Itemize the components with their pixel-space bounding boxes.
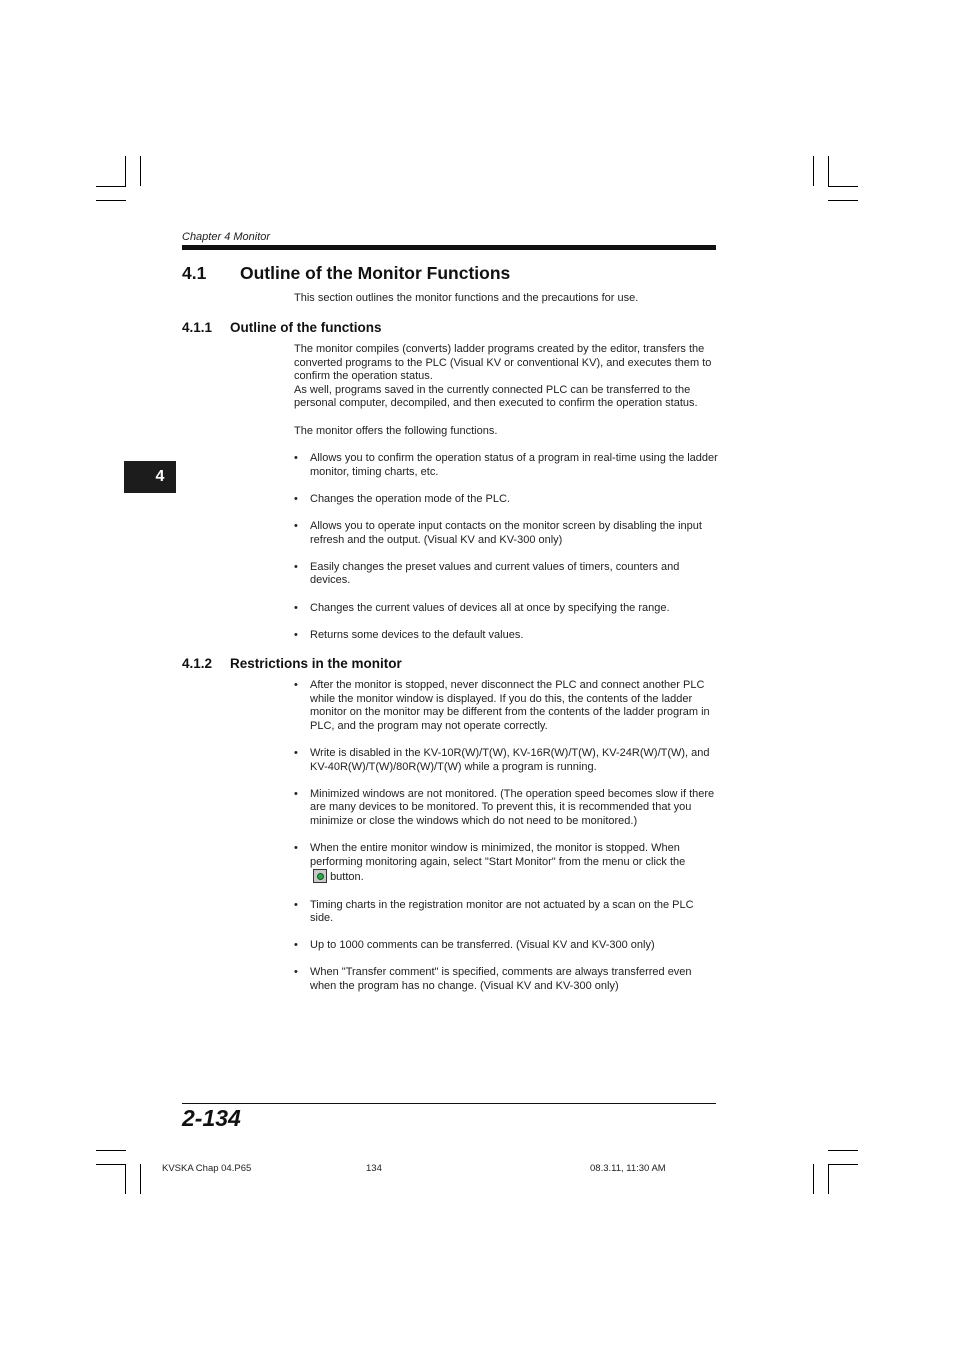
crop-mark bbox=[125, 156, 126, 186]
intro-text: This section outlines the monitor functions and the precautions for use. bbox=[294, 292, 639, 304]
subsection-number: 4.1.1 bbox=[182, 320, 213, 335]
section-heading bbox=[182, 263, 510, 284]
crop-mark bbox=[96, 1150, 126, 1151]
section-number: 4.1 bbox=[182, 263, 207, 283]
chapter-tab bbox=[124, 461, 176, 493]
list-item: • Easily changes the preset values and current values of timers, counters and devices. bbox=[294, 561, 719, 588]
slug-timestamp: 08.3.11, 11:30 AM bbox=[590, 1163, 666, 1174]
list-item: • Allows you to confirm the operation status of a program in real-time using the ladder monitor, timing charts, etc. bbox=[294, 452, 719, 479]
subsection-number: 4.1.2 bbox=[182, 656, 213, 671]
subsection-title: Outline of the functions bbox=[230, 320, 382, 335]
crop-mark bbox=[813, 156, 814, 186]
crop-mark bbox=[96, 1164, 126, 1165]
slug-file: KVSKA Chap 04.P65 bbox=[162, 1163, 252, 1174]
list-item: • Minimized windows are not monitored. (The operation speed becomes slow if there are many devices to be monitored. To prevent this, it is recommended that you minimize or close the windows which do not need to be monitored.) bbox=[294, 788, 719, 829]
list-item: • Up to 1000 comments can be transferred. (Visual KV and KV-300 only) bbox=[294, 939, 719, 953]
crop-mark bbox=[96, 200, 126, 201]
list-item bbox=[294, 842, 719, 885]
crop-mark bbox=[96, 186, 126, 187]
restrictions-list bbox=[294, 679, 719, 1007]
crop-mark bbox=[828, 1164, 829, 1194]
list-item: • After the monitor is stopped, never disconnect the PLC and connect another PLC while the monitor window is displayed. If you do this, the contents of the ladder monitor on the monitor may be different from the contents of the ladder program in PLC, and the program may not operate correctly. bbox=[294, 679, 719, 733]
subsection-heading-outline bbox=[182, 320, 382, 335]
crop-mark bbox=[140, 1164, 141, 1194]
crop-mark bbox=[828, 200, 858, 201]
outline-paragraph: The monitor compiles (converts) ladder programs created by the editor, transfers the converted programs to the PLC (Visual KV or conventional KV), and executes them to confirm the operation status. bbox=[294, 343, 712, 383]
footer-rule bbox=[182, 1103, 716, 1104]
outline-paragraph: As well, programs saved in the currently connected PLC can be transferred to the personal computer, decompiled, and then executed to confirm the operation status. bbox=[294, 383, 698, 410]
list-item-text: When the entire monitor window is minimized, the monitor is stopped. When performing monitoring again, select "Start Monitor" from the menu or click the bbox=[310, 842, 686, 868]
list-item: • Changes the current values of devices all at once by specifying the range. bbox=[294, 602, 719, 616]
outline-body bbox=[294, 343, 719, 438]
subsection-title: Restrictions in the monitor bbox=[230, 656, 402, 671]
crop-mark bbox=[140, 156, 141, 186]
crop-mark bbox=[125, 1164, 126, 1194]
outline-paragraph: The monitor offers the following functions. bbox=[294, 424, 498, 437]
functions-list bbox=[294, 452, 719, 656]
list-item: • When "Transfer comment" is specified, comments are always transferred even when the program has no change. (Visual KV and KV-300 only) bbox=[294, 966, 719, 993]
subsection-heading-restrictions bbox=[182, 656, 402, 671]
crop-mark bbox=[828, 156, 829, 186]
crop-mark bbox=[828, 1150, 858, 1151]
crop-mark bbox=[813, 1164, 814, 1194]
start-monitor-button-icon bbox=[313, 869, 327, 883]
list-item-text: button. bbox=[330, 871, 364, 884]
list-item: • Timing charts in the registration monitor are not actuated by a scan on the PLC side. bbox=[294, 899, 719, 926]
crop-mark bbox=[828, 186, 858, 187]
section-intro bbox=[294, 292, 719, 306]
list-item: • Write is disabled in the KV-10R(W)/T(W), KV-16R(W)/T(W), KV-24R(W)/T(W), and KV-40R(W)/T(W)/80R(W)/T(W) while a program is running. bbox=[294, 747, 719, 774]
list-item: • Allows you to operate input contacts on the monitor screen by disabling the input refresh and the output. (Visual KV and KV-300 only) bbox=[294, 520, 719, 547]
chapter-tab-number: 4 bbox=[155, 468, 165, 485]
list-item: • Returns some devices to the default values. bbox=[294, 629, 719, 643]
section-title: Outline of the Monitor Functions bbox=[240, 263, 511, 283]
header-rule bbox=[182, 245, 716, 250]
slug-page: 134 bbox=[366, 1163, 382, 1174]
running-head: Chapter 4 Monitor bbox=[182, 231, 271, 243]
crop-mark bbox=[828, 1164, 858, 1165]
list-item: • Changes the operation mode of the PLC. bbox=[294, 493, 719, 507]
page-number: 2-134 bbox=[182, 1105, 241, 1131]
